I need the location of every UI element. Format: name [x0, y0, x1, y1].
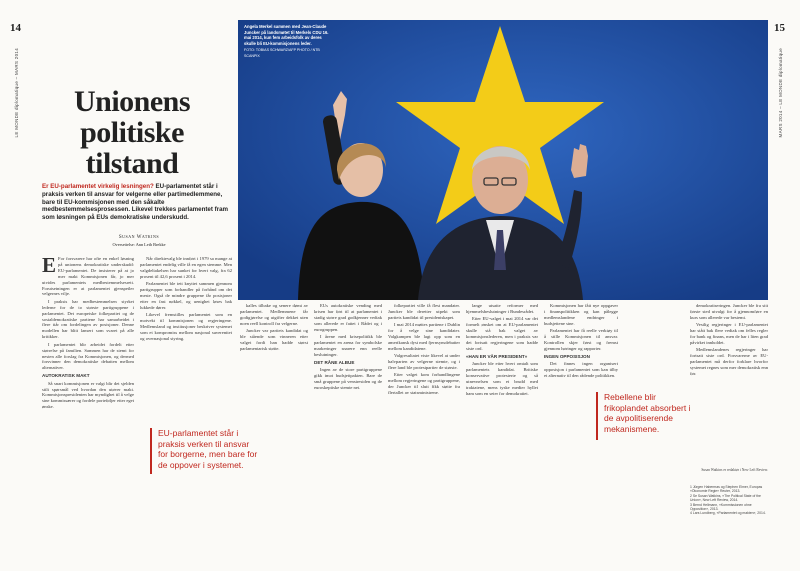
body-paragraph-7-1: Kommisjonen har fått nye oppgaver i finanspolitikken og kan pålegge medlemslandene endringer i budsjettene sine.: [544, 303, 618, 326]
body-paragraph-1-1: [42, 256, 134, 297]
pull-quote-1: [150, 428, 258, 474]
pull-quote-2: [596, 392, 692, 440]
quote-bar: [150, 428, 152, 474]
body-paragraph-7-3: Det finnes ingen organisert opposisjon i parlamentet som kan tilby et alternativ til den rådende politikken.: [544, 361, 618, 378]
pull-quote-2-text: Rebellene blir frikoplandet absorbert i de avpolitiserende mekanismene.: [604, 392, 691, 434]
body-paragraph-4-2: I årene med krisepolitikk ble parlamentet en arena for symbolske markeringer snarere enn reelle beslutninger.: [314, 334, 382, 357]
body-paragraph-6-1: lange utsatte reformer med hjemmelsbeslutninger i Bundesrådet.: [466, 303, 538, 314]
body-column-1: [42, 256, 134, 556]
body-paragraph-5-4: Etter valget kom forhandlingene mellom regjeringene og partigruppene, der Juncker til slutt fikk støtte fra flertallet av statsministrene.: [388, 372, 460, 396]
body-paragraph-4-3: Ingen av de store partigruppene gikk imot budsjettpakten. Bare de små gruppene på venstresiden og de euroskeptiske stemte nei.: [314, 367, 382, 390]
body-column-5: [388, 303, 460, 557]
body-paragraph-5-2: I mai 2014 møttes partiene i Dublin for å velge sine kandidater. Valgkampen ble lagt opp som en amerikansk dyst med fjernsynsdebatter mellom kandidatene.: [388, 322, 460, 351]
lead-text: EU-parlamentet står i praksis verken til ansvar for velgerne eller partimedlemmene, bare til EU-kommisjonen med den såkalte medbestemmelsesprosessen. Likevel trekkes parlamentet fram som løsningen på EUs demokratiske underskudd.: [42, 183, 229, 222]
body-paragraph-5-1: folkepartiet ville få flest mandater. Juncker ble deretter utpekt som partiets kandidat til presidentskapet.: [388, 303, 460, 320]
body-column-4: [314, 303, 382, 557]
footnote: 4 Lars Lundberg, «Parlamentet og makten», 2014.: [690, 511, 766, 516]
footnote: 2 Se Susan Watkins, «The Political State of the Union», New Left Review, 2014.: [690, 493, 761, 503]
article-headline: Unionens politiske tilstand: [73, 85, 191, 180]
body-paragraph-1-2: I praksis har medbestemmelsen styrket lederne for de to største partigruppene i parlamentet. Det europeiske folkepartiet og de sosialdemokratiske partiene har samarbeidet i flere tiår om fordelingen av posisjoner. Denne modellen har blitt lansert som svaret på alle kritikker.: [42, 298, 134, 340]
photo-illustration: [238, 20, 768, 300]
quote-bar: [596, 392, 598, 440]
subheading-3: «HAN ER VÅR PRESIDENT»: [466, 353, 528, 359]
photo-credit: FOTO: TOBIAS SCHWARZ/AFP PHOTO / NTB SCANPIX: [244, 48, 320, 58]
subheading-4: INGEN OPPOSISJON: [544, 353, 590, 359]
body-paragraph-7-2: Parlamentet har få reelle verktøy til å stille Kommisjonen til ansvar. Kontrollen skjer først og fremst gjennom høringer og rapporter.: [544, 328, 618, 351]
photo-caption: [244, 24, 334, 59]
right-running-head: MARS 2014 – LE MONDE diplomatique: [778, 48, 783, 138]
body-column-8: [690, 303, 768, 463]
page-number-right: 15: [774, 22, 785, 34]
body-paragraph-3-1: kalles tilbake og senere dømt av parlamentet. Medlemmene får godtgjørelse og utgifter dekket uten noen reell kontroll fra velgerne.: [240, 303, 308, 326]
body-paragraph-5-3: Valgresultatet viste likevel at under halvparten av velgerne stemte, og i flere land ble protestpartier de største.: [388, 353, 460, 371]
body-paragraph-8-3: Medlemslandenes regjeringer har fortsatt siste ord. Forsvarerne av EU-parlamentet må derfor forklare hvorfor systemet regnes som mer demokratisk enn før.: [690, 347, 768, 376]
author-end-note: Susan Watkins er redaktør i New Left Review.: [701, 468, 768, 472]
body-column-6: [466, 303, 538, 557]
body-paragraph-4-1: EUs autokratiske vending med krisen har ført til at parlamentet i stadig større grad godkjenner vedtak som allerede er fattet i Rådet og i eurogruppen.: [314, 303, 382, 332]
body-paragraph-2-2: Parlamentet ble tett knyttet sammen gjennom partigrupper som forhandler på forhånd om det meste. Også de mindre gruppene får posisjoner etter en fast nøkkel, og uenighet løses bak lukkede dører.: [140, 281, 232, 310]
drop-cap: E: [42, 256, 57, 277]
body-column-2: [140, 256, 232, 556]
footnotes: [690, 485, 768, 516]
pull-quote-1-text: EU-parlamentet står i praksis verken til ansvar for borgerne, men bare for de oppover i systemet.: [158, 428, 258, 470]
body-paragraph-8-1: demokratiseringen. Juncker ble fra sitt første sted utvalgt for å gjennomføre en kurs som allerede var bestemt.: [690, 303, 768, 320]
body-paragraph-2-1: Når direktevalg ble innført i 1979 sa mange at parlamentet endelig ville få en egen stemme. Men valgdeltakelsen har sunket for hvert valg, fra 62 prosent til 42,6 prosent i 2014.: [140, 256, 232, 279]
subheading-1: AUTOKRATISK MAKT: [42, 373, 90, 379]
author-name: Susan Watkins: [118, 235, 160, 240]
footnote: 3 Bernd Hellmann, «Kommissionen ohne Opposition», 2013.: [690, 502, 752, 512]
body-paragraph-3-2: Juncker var partiets kandidat og ble stående som vinneren etter valget fordi han hadde størst parlamentarisk støtte.: [240, 328, 308, 351]
body-paragraph-1-4: Så snart kommisjonen er valgt blir det sjelden stilt spørsmål ved hvordan den utøver makt. Kommisjonspresidenten har myndighet til å velge sine kommissærer og fordele porteføljer etter eget ønske.: [42, 380, 134, 410]
translator-credit: Oversettelse: Ann Leth Brekke: [112, 242, 166, 247]
page-number-left: 14: [10, 22, 21, 34]
body-paragraph-1-3: I parlamentet blir arbeidet fordelt etter størrelse på familien. Sammen har de stemt for nesten alle forslag fra Kommisjonen, og dermed forsvinner den demokratiske debatten mellom alternativer.: [42, 341, 134, 371]
hero-photo: [238, 20, 768, 300]
body-paragraph-8-2: Vestlig regjeringer i EU-parlamentet har stått bak flere vedtak om felles regler for bank og finans, men de har i liten grad påvirket innholdet.: [690, 322, 768, 345]
article-lead: [42, 183, 236, 222]
photo-caption-text: Angela Merkel sammen med Jean-Claude Juncker på landsmøtet til Merkels CDU 16. mai 2014, kun fem arbeidsfolk av deres skulle bli EU-kommisjonens leder.: [244, 24, 329, 46]
lead-question: Er EU-parlamentet virkelig lesningen?: [42, 183, 154, 190]
left-running-head: LE MONDE diplomatique – MARS 2014: [14, 48, 19, 138]
subheading-2: DET RÅNE ALBUE: [314, 359, 355, 365]
paragraph-text: For forsvarere har ofte en enkel løsning på unionens demokratiske underskudd: EU-parlamentet. De insisterer på at jo mer makt Kommisjonen får, jo mer utvides parlamentets medbestemmelsesrett. Forutsetningen er at parlamentet gjenspeiler velgernes vilje.: [42, 256, 134, 297]
footnote: 1 Jürgen Habermas og Stephen Elmer, Europas «Ökonomie Regie» Reuter, 2013.: [690, 485, 763, 494]
body-paragraph-6-2: Etter EU-valget i mai 2014 var det formelt ønsket om at EU-parlamentet skulle stå bak valget av kommisjonslederen, men i praksis var det fortsatt regjeringene som hadde siste ord.: [466, 316, 538, 351]
byline: [42, 234, 236, 248]
body-column-3: [240, 303, 308, 423]
body-paragraph-6-3: Juncker ble etter hvert omtalt som parlamentets kandidat. Britiske konservative protesterte og så utnevnelsen som et brudd med traktatene, mens tyske medier hyllet ham som en seier for demokratiet.: [466, 361, 538, 396]
body-paragraph-2-3: Likevel fremstilles parlamentet som en motvekt til kommisjonen og regjeringene. Medlemsland og institusjoner beskriver systemet som et kompromiss mellom nasjonal suverenitet og overnasjonal styring.: [140, 312, 232, 341]
